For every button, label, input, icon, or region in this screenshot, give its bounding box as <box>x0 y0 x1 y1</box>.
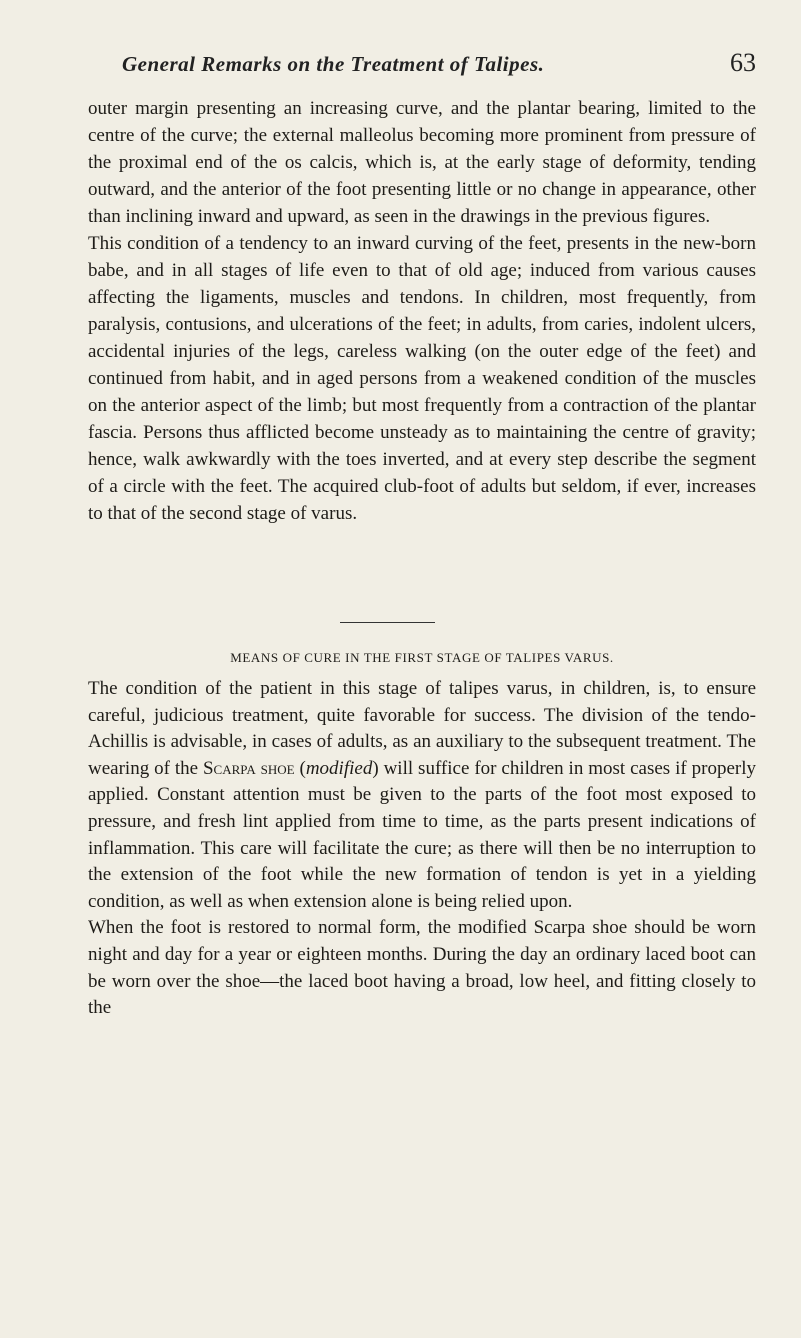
paragraph-3: The condition of the patient in this stage of talipes varus, in children, is, to ensure careful, judicious treatment, quite favorable for success. The division of the tendo-Achillis is advisable, in cases of adults, as an auxiliary to the subsequent treatment. The wearing of the Scarpa shoe (modified) will suffice for children in most cases if properly applied. Constant attention must be given to the parts of the foot most exposed to pressure, and fresh lint applied from time to time, as the parts present indications of inflammation. This care will facilitate the cure; as there will then be no interruption to the extension of the foot while the new formation of tendon is yet in a yielding condition, as well as when extension alone is being relied upon. <box>88 678 757 912</box>
paragraph-2: This condition of a tendency to an inward curving of the feet, presents in the new-born babe, and in all stages of life even to that of old age; induced from various causes affecting the ligaments, muscles and tendons. In children, most frequently, from paralysis, contusions, and ulcerations of the feet; in adults, from caries, indolent ulcers, accidental injuries of the legs, careless walking (on the outer edge of the feet) and continued from habit, and in aged persons from a weakened condition of the muscles on the anterior aspect of the limb; but most frequently from a contraction of the plantar fascia. Persons thus afflicted become unsteady as to maintaining the centre of gravity; hence, walk awkwardly with the toes inverted, and at every step describe the segment of a circle with the feet. The acquired club-foot of adults but seldom, if ever, increases to that of the second stage of varus. <box>88 233 756 524</box>
body-text-top <box>88 95 756 527</box>
paragraph-3-part-a: The condition of the patient in this stage of talipes varus, in children, is, to ensure careful, judicious treatment, quite favorable for success. The division of the tendo-Achillis is advisable, in cases of adults, as an auxiliary to the subsequent treatment. The wearing of the <box>88 678 756 779</box>
modified-term: modified <box>305 757 373 779</box>
page-header <box>60 48 760 92</box>
scarpa-shoe-term: Scarpa shoe <box>202 757 295 779</box>
paragraph-1: outer margin presenting an increasing curve, and the plantar bearing, limited to the centre of the curve; the external malleolus becoming more prominent from pressure of the proximal end of the os calcis, which is, at the early stage of deformity, tending outward, and the anterior of the foot presenting little or no change in appearance, other than inclining inward and upward, as seen in the drawings in the previous figures. <box>88 98 756 227</box>
paragraph-4: When the foot is restored to normal form, the modified Scarpa shoe should be worn night and day for a year or eighteen months. During the day an ordinary laced boot can be worn over the shoe—the laced boot having a broad, low heel, and fitting closely to the <box>88 917 756 1019</box>
page-number: 63 <box>730 48 756 77</box>
section-heading: MEANS OF CURE IN THE FIRST STAGE OF TALIPES VARUS. <box>230 650 614 665</box>
section-divider <box>340 622 435 623</box>
body-text-bottom <box>88 676 756 1022</box>
running-head: General Remarks on the Treatment of Talipes. <box>122 52 545 76</box>
paragraph-3-part-b: will suffice for children in most cases if properly applied. Constant attention must be given to the parts of the foot most exposed to pressure, and fresh lint applied from time to time, as the parts present indications of inflammation. This care will facilitate the cure; as there will then be no interruption to the extension of the foot while the new formation of tendon is yet in a yielding condition, as well as when extension alone is being relied upon. <box>88 757 757 912</box>
